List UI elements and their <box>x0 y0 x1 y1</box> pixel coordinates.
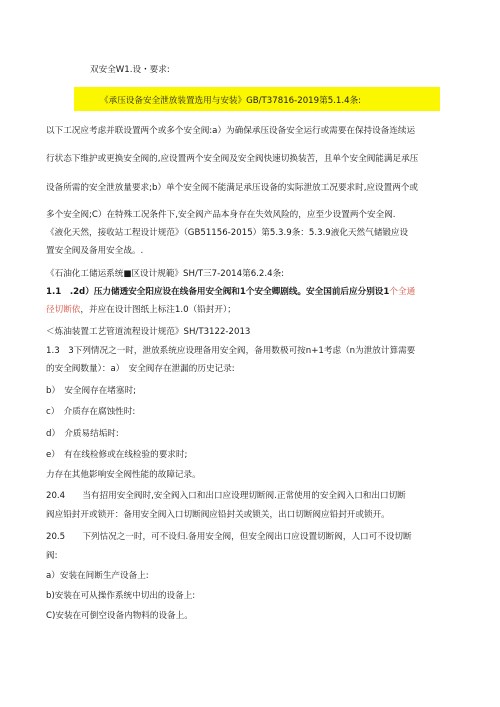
list-item: b） 安全阀存在堵塞时; <box>46 386 136 396</box>
paragraph-line: 阀: <box>46 551 58 561</box>
paragraph-text: 1.1 .2d）压力储透安全阳应设在线备用安全阀和1个安全卿剧线。安全国前后应分别设1 <box>46 287 390 297</box>
citation-line: ＜炼油装置工艺管道流程设计规范》SH/T3122-2013 <box>46 327 251 337</box>
paragraph-line: 阀应铅封开或锁开：备用安全阀入口切断阀应铅封关或锁关，出口切断阀应铅封开或锁开。 <box>46 510 390 520</box>
list-item: e） 有在线检修或在线检验的要求时; <box>46 450 188 460</box>
list-item: c） 介质存在腐蚀性时: <box>46 407 136 417</box>
section-heading: 双安全W1.设・要求: <box>90 65 170 75</box>
paragraph-line: 以下工况应考虑并联设置两个或多个安全阀:a）为确保承压设备安全运行或需要在保持设备连续运 <box>46 126 416 136</box>
paragraph-line: 《液化天然，接收站工程设计规范》（GB51156-2015）第5.3.9条：5.3.9液化天然气储锻应设 <box>46 228 409 238</box>
paragraph-line: 行状态下维护或更换安全阀的,应设置两个安全阀及安全阀快速切换装苦，且单个安全阀能满足承压 <box>46 154 419 164</box>
paragraph-line: 多个安全阀;C）在特殊工况条件下,安全阀产品本身存在失效风险的，应至少设置两个安全阀. <box>46 210 396 220</box>
red-text: 径切断依 <box>46 305 81 315</box>
paragraph-line: 置安全阀及备用安全战。. <box>46 246 144 256</box>
citation-line: 《石油化工储运系统■区设计规範》SH/T三7-2014第6.2.4条: <box>46 269 285 279</box>
list-item: C)安装在可倒空设备内物料的设备上。 <box>46 611 193 621</box>
paragraph-text: ，并应在设计图纸上标注1.0（铅封开）； <box>80 305 236 315</box>
paragraph-line: 1.3 3下列情况之一时，泄放系统应设理备用安全阀，备用数极可按n+1考虑（n为泄放计算需要 <box>46 346 416 356</box>
paragraph-line <box>46 286 415 298</box>
paragraph-line: 力存在其他影响安全阀性能的故障记录。 <box>46 470 201 480</box>
list-item: d） 介质易结垢时: <box>46 429 119 439</box>
highlighted-citation: 《承压设备安全泄放装置选用与安装》GB/T37816-2019第5.1.4条: <box>100 96 362 106</box>
paragraph-line: 20.5 下列怙况之一时，可不设归.备用安全阀，但安全阀出口应设置切断阀，人口可不设切断 <box>46 532 412 542</box>
paragraph-line: 20.4 当有招用安全阀时,安全阀入口和出口应设理切断阀.正常使用的安全阀入口和出口切断 <box>46 491 406 501</box>
list-item: a）安装在间断生产设备上: <box>46 571 149 581</box>
paragraph-line <box>46 304 236 316</box>
list-item: b)安装在可从操作系统中切出的设备上: <box>46 591 196 601</box>
red-text: 个全通 <box>389 287 416 297</box>
paragraph-line: 的安全阀数量）：a） 安全阀存在泄漏的历史记录: <box>46 364 235 374</box>
paragraph-line: 设备所需的安全泄放量要求;b）单个安全阀不能满足承压设备的实际泄放工况要求时,应设置两个或 <box>46 183 419 193</box>
